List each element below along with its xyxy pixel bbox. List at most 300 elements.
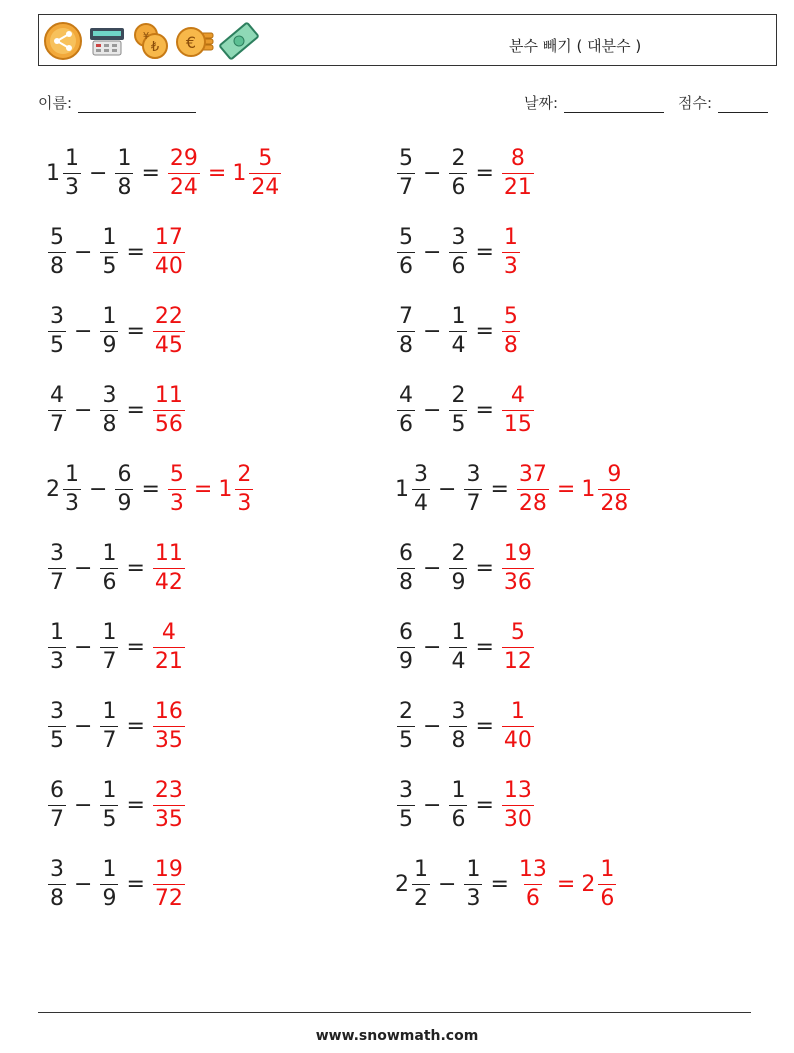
minuend-group	[395, 224, 417, 279]
minus-sign: −	[89, 476, 108, 502]
equals-sign: =	[490, 871, 509, 897]
subtrahend	[449, 698, 467, 753]
answer-fraction-numerator: 8	[510, 145, 525, 171]
minuend-group	[395, 619, 417, 674]
minus-sign: −	[74, 239, 93, 265]
subtrahend	[115, 145, 133, 200]
minuend-group	[46, 777, 68, 832]
answer	[500, 777, 536, 832]
answer-mixed-group	[581, 461, 632, 516]
answer-fraction	[153, 856, 185, 911]
answer-fraction-numerator: 11	[154, 540, 183, 566]
subtrahend	[449, 382, 467, 437]
equals-sign: =	[475, 160, 494, 186]
minus-sign: −	[74, 555, 93, 581]
subtrahend-group	[98, 224, 120, 279]
answer-mixed-whole: 1	[232, 160, 247, 186]
minus-sign: −	[438, 476, 457, 502]
answer-fraction	[153, 382, 185, 437]
equals-sign: =	[126, 318, 145, 344]
answer-fraction-numerator: 5	[503, 303, 518, 329]
problem-row	[46, 378, 187, 442]
answer-fraction-denominator: 8	[503, 332, 518, 358]
answer-fraction-denominator: 36	[503, 569, 532, 595]
subtrahend	[449, 145, 467, 200]
answer-mixed-whole: 1	[581, 476, 596, 502]
answer-mixed-denominator: 3	[237, 490, 252, 516]
minuend	[397, 698, 415, 753]
answer	[500, 619, 536, 674]
subtrahend	[449, 224, 467, 279]
subtrahend	[100, 224, 118, 279]
minuend	[397, 540, 415, 595]
subtrahend-denominator: 3	[466, 885, 481, 911]
minuend-numerator: 6	[50, 777, 64, 803]
problem-row	[395, 536, 536, 600]
subtrahend-numerator: 1	[102, 224, 117, 250]
answer-fraction-group	[166, 461, 188, 516]
answer-mixed-whole: 2	[581, 871, 596, 897]
minuend	[397, 619, 415, 674]
minus-sign: −	[89, 160, 108, 186]
problem-row	[46, 536, 187, 600]
minuend-whole: 1	[395, 476, 409, 502]
minuend-group	[395, 461, 432, 516]
answer-fraction	[168, 145, 200, 200]
answer-mixed	[249, 145, 281, 200]
answer-fraction-numerator: 22	[154, 303, 183, 329]
answer-fraction-group	[500, 145, 536, 200]
answer-fraction-numerator: 16	[154, 698, 183, 724]
subtrahend-group	[98, 777, 120, 832]
answer-fraction	[517, 461, 549, 516]
answer-fraction-group	[151, 619, 187, 674]
problem-row	[46, 694, 187, 758]
minuend-group	[395, 145, 417, 200]
footer-url: www.snowmath.com	[315, 1028, 479, 1044]
answer-fraction-denominator: 30	[503, 806, 532, 832]
subtrahend-numerator: 1	[102, 698, 117, 724]
answer-equals-sign: =	[207, 160, 227, 186]
minus-sign: −	[423, 397, 442, 423]
subtrahend	[464, 856, 482, 911]
minuend-denominator: 8	[399, 332, 413, 358]
answer-fraction-denominator: 72	[154, 885, 183, 911]
equals-sign: =	[126, 792, 145, 818]
minuend-group	[395, 856, 432, 911]
answer-fraction-numerator: 1	[503, 224, 518, 250]
answer-fraction-numerator: 19	[154, 856, 183, 882]
minuend	[48, 856, 66, 911]
minuend	[397, 777, 415, 832]
equals-sign: =	[475, 792, 494, 818]
subtrahend-group	[98, 619, 120, 674]
answer-fraction	[502, 303, 520, 358]
answer-mixed-group	[218, 461, 255, 516]
answer-fraction	[153, 540, 185, 595]
subtrahend	[464, 461, 482, 516]
answer	[500, 224, 522, 279]
answer	[166, 145, 283, 200]
subtrahend	[100, 619, 118, 674]
minuend-numerator: 5	[399, 145, 413, 171]
answer-fraction-denominator: 45	[154, 332, 183, 358]
equals-sign: =	[475, 634, 494, 660]
subtrahend-denominator: 9	[102, 885, 117, 911]
minus-sign: −	[423, 713, 442, 739]
subtrahend-numerator: 2	[451, 540, 466, 566]
problem-row	[46, 615, 187, 679]
answer-fraction-denominator: 3	[169, 490, 184, 516]
minuend-group	[46, 540, 68, 595]
subtrahend-numerator: 6	[117, 461, 132, 487]
minus-sign: −	[74, 792, 93, 818]
answer-fraction	[502, 382, 534, 437]
footer-divider	[38, 1012, 751, 1013]
score-label: 점수:	[678, 94, 713, 112]
answer-fraction-group	[151, 224, 187, 279]
minus-sign: −	[423, 318, 442, 344]
minuend	[48, 540, 66, 595]
minuend-numerator: 7	[399, 303, 413, 329]
answer-fraction	[502, 619, 534, 674]
subtrahend	[100, 856, 118, 911]
subtrahend-denominator: 9	[451, 569, 466, 595]
subtrahend-group	[98, 382, 120, 437]
minuend-group	[395, 540, 417, 595]
answer-fraction-group	[515, 461, 551, 516]
answer	[151, 303, 187, 358]
problem-row	[395, 220, 522, 284]
problem-row	[395, 773, 536, 837]
subtrahend-group	[98, 540, 120, 595]
equals-sign: =	[475, 713, 494, 739]
subtrahend-numerator: 1	[102, 619, 117, 645]
minuend-numerator: 4	[50, 382, 64, 408]
minuend-group	[395, 303, 417, 358]
minuend-group	[46, 461, 83, 516]
minuend	[412, 856, 430, 911]
minuend-denominator: 7	[50, 411, 64, 437]
answer-fraction-group	[151, 698, 187, 753]
subtrahend-group	[447, 382, 469, 437]
minus-sign: −	[74, 318, 93, 344]
answer-fraction-denominator: 21	[503, 174, 532, 200]
subtrahend-denominator: 8	[117, 174, 132, 200]
answer-fraction-group	[151, 777, 187, 832]
subtrahend-denominator: 6	[451, 253, 466, 279]
answer-equals-sign: =	[556, 871, 576, 897]
minuend-denominator: 6	[399, 253, 413, 279]
subtrahend-numerator: 1	[102, 540, 117, 566]
answer	[151, 856, 187, 911]
answer-fraction-denominator: 3	[503, 253, 518, 279]
problem-row	[395, 694, 536, 758]
subtrahend-group	[447, 698, 469, 753]
problem-row	[46, 299, 187, 363]
equals-sign: =	[475, 555, 494, 581]
minuend-denominator: 6	[399, 411, 413, 437]
answer-mixed-numerator: 2	[237, 461, 252, 487]
answer-fraction-group	[151, 303, 187, 358]
answer	[151, 224, 187, 279]
subtrahend	[115, 461, 133, 516]
minuend-denominator: 8	[50, 885, 64, 911]
answer-mixed	[598, 856, 616, 911]
minuend-numerator: 5	[399, 224, 413, 250]
svg-text:₺: ₺	[150, 40, 160, 55]
header-box	[38, 14, 777, 66]
minuend-numerator: 1	[414, 856, 428, 882]
equals-sign: =	[475, 397, 494, 423]
equals-sign: =	[126, 397, 145, 423]
minuend-denominator: 8	[50, 253, 64, 279]
header-icons	[43, 21, 259, 61]
equals-sign: =	[126, 713, 145, 739]
answer-fraction-denominator: 15	[503, 411, 532, 437]
minuend-numerator: 2	[399, 698, 413, 724]
minuend-numerator: 3	[399, 777, 413, 803]
answer-fraction-numerator: 37	[518, 461, 547, 487]
answer-fraction-group	[500, 303, 522, 358]
minuend-denominator: 4	[414, 490, 428, 516]
minuend	[397, 145, 415, 200]
answer-fraction	[153, 224, 185, 279]
date-label: 날짜:	[524, 94, 559, 112]
answer-fraction-denominator: 6	[525, 885, 540, 911]
minuend-denominator: 7	[50, 806, 64, 832]
minuend-denominator: 2	[414, 885, 428, 911]
subtrahend	[449, 303, 467, 358]
subtrahend-group	[462, 856, 484, 911]
score-blank[interactable]	[718, 96, 768, 113]
name-label: 이름:	[38, 94, 73, 112]
answer-mixed	[235, 461, 253, 516]
minuend-group	[46, 224, 68, 279]
answer-fraction-group	[515, 856, 551, 911]
minuend-numerator: 6	[399, 619, 413, 645]
answer	[151, 698, 187, 753]
answer-fraction-numerator: 5	[510, 619, 525, 645]
subtrahend-group	[98, 698, 120, 753]
minuend	[397, 382, 415, 437]
answer-fraction	[502, 540, 534, 595]
answer-fraction-group	[500, 619, 536, 674]
svg-text:¥: ¥	[142, 31, 150, 42]
subtrahend	[100, 777, 118, 832]
answer	[500, 303, 522, 358]
minus-sign: −	[423, 555, 442, 581]
banknote-icon	[219, 21, 259, 61]
equals-sign: =	[490, 476, 509, 502]
answer-mixed-group	[232, 145, 283, 200]
subtrahend-numerator: 1	[117, 145, 132, 171]
minuend	[48, 224, 66, 279]
answer	[151, 777, 187, 832]
minuend-numerator: 1	[50, 619, 64, 645]
minuend-denominator: 5	[50, 727, 64, 753]
minuend	[48, 777, 66, 832]
subtrahend	[100, 382, 118, 437]
subtrahend-numerator: 2	[451, 145, 466, 171]
subtrahend-numerator: 2	[451, 382, 466, 408]
subtrahend-group	[98, 303, 120, 358]
minuend-group	[46, 856, 68, 911]
minus-sign: −	[423, 239, 442, 265]
answer-fraction-numerator: 1	[510, 698, 525, 724]
answer-fraction-numerator: 19	[503, 540, 532, 566]
minuend	[63, 145, 81, 200]
minus-sign: −	[423, 792, 442, 818]
euro-coins-icon	[175, 21, 215, 61]
answer-fraction-numerator: 13	[503, 777, 532, 803]
answer-fraction-numerator: 11	[154, 382, 183, 408]
minuend-numerator: 3	[414, 461, 428, 487]
answer-fraction-numerator: 29	[169, 145, 198, 171]
subtrahend-denominator: 9	[117, 490, 132, 516]
answer-fraction	[502, 777, 534, 832]
minuend-whole: 1	[46, 160, 60, 186]
subtrahend-numerator: 1	[102, 303, 117, 329]
minuend-denominator: 3	[50, 648, 64, 674]
subtrahend-denominator: 8	[451, 727, 466, 753]
date-blank[interactable]	[564, 96, 664, 113]
minuend-numerator: 1	[65, 145, 79, 171]
subtrahend-denominator: 9	[102, 332, 117, 358]
answer-fraction-group	[500, 382, 536, 437]
answer-fraction-numerator: 4	[510, 382, 525, 408]
subtrahend-group	[462, 461, 484, 516]
answer-fraction-group	[151, 540, 187, 595]
subtrahend-group	[447, 303, 469, 358]
subtrahend-denominator: 5	[102, 253, 117, 279]
name-blank[interactable]	[78, 96, 196, 113]
subtrahend	[100, 698, 118, 753]
answer-fraction	[502, 224, 520, 279]
answer-mixed-numerator: 5	[258, 145, 273, 171]
answer-mixed-denominator: 6	[600, 885, 615, 911]
subtrahend-denominator: 7	[102, 727, 117, 753]
answer	[515, 856, 618, 911]
equals-sign: =	[126, 871, 145, 897]
subtrahend-group	[447, 224, 469, 279]
answer-fraction-denominator: 35	[154, 727, 183, 753]
minuend-group	[395, 382, 417, 437]
minuend-denominator: 5	[399, 806, 413, 832]
answer	[500, 540, 536, 595]
problem-row	[46, 852, 187, 916]
answer-mixed-denominator: 28	[600, 490, 629, 516]
answer-fraction-numerator: 17	[154, 224, 183, 250]
subtrahend-denominator: 7	[102, 648, 117, 674]
subtrahend-denominator: 6	[451, 806, 466, 832]
answer-fraction-group	[500, 540, 536, 595]
minuend-group	[395, 777, 417, 832]
minuend-numerator: 3	[50, 698, 64, 724]
subtrahend-group	[447, 619, 469, 674]
answer-fraction-numerator: 23	[154, 777, 183, 803]
subtrahend-group	[447, 540, 469, 595]
answer-fraction-denominator: 35	[154, 806, 183, 832]
subtrahend-group	[98, 856, 120, 911]
minuend-denominator: 7	[399, 174, 413, 200]
answer-fraction-denominator: 40	[503, 727, 532, 753]
answer-fraction	[153, 698, 185, 753]
answer-mixed-numerator: 9	[607, 461, 622, 487]
minuend-group	[46, 303, 68, 358]
answer	[500, 382, 536, 437]
minuend	[48, 698, 66, 753]
subtrahend-denominator: 6	[102, 569, 117, 595]
problem-row	[395, 615, 536, 679]
subtrahend-denominator: 4	[451, 332, 466, 358]
equals-sign: =	[475, 239, 494, 265]
minuend-denominator: 7	[50, 569, 64, 595]
problem-row	[395, 852, 618, 916]
equals-sign: =	[126, 634, 145, 660]
equals-sign: =	[141, 160, 160, 186]
minuend	[397, 303, 415, 358]
minuend-whole: 2	[46, 476, 60, 502]
answer-fraction	[153, 777, 185, 832]
minuend	[48, 382, 66, 437]
answer	[500, 145, 536, 200]
answer-fraction-denominator: 42	[154, 569, 183, 595]
name-field	[38, 92, 196, 113]
answer-fraction	[517, 856, 549, 911]
minuend-denominator: 3	[65, 174, 79, 200]
minuend-group	[46, 145, 83, 200]
minuend-numerator: 6	[399, 540, 413, 566]
equals-sign: =	[475, 318, 494, 344]
problem-row	[46, 220, 187, 284]
minuend	[412, 461, 430, 516]
answer-fraction	[502, 698, 534, 753]
minuend-numerator: 1	[65, 461, 79, 487]
subtrahend-numerator: 1	[451, 619, 466, 645]
minuend-numerator: 3	[50, 303, 64, 329]
subtrahend-group	[113, 461, 135, 516]
minus-sign: −	[74, 634, 93, 660]
answer	[151, 540, 187, 595]
subtrahend-denominator: 5	[102, 806, 117, 832]
answer-fraction-denominator: 24	[169, 174, 198, 200]
date-field	[524, 92, 664, 113]
subtrahend-numerator: 3	[102, 382, 117, 408]
answer-fraction	[153, 619, 185, 674]
problem-row	[395, 457, 632, 521]
subtrahend	[449, 777, 467, 832]
subtrahend-numerator: 1	[102, 856, 117, 882]
minuend-group	[395, 698, 417, 753]
minuend-group	[46, 619, 68, 674]
subtrahend-numerator: 1	[451, 777, 466, 803]
subtrahend	[449, 540, 467, 595]
answer-fraction-group	[500, 224, 522, 279]
answer-fraction	[502, 145, 534, 200]
share-coin-icon	[43, 21, 83, 61]
subtrahend	[100, 303, 118, 358]
answer-mixed	[598, 461, 630, 516]
answer-fraction-numerator: 5	[169, 461, 184, 487]
minuend-numerator: 4	[399, 382, 413, 408]
minuend-numerator: 3	[50, 540, 64, 566]
minuend-group	[46, 698, 68, 753]
minuend	[397, 224, 415, 279]
minuend	[63, 461, 81, 516]
minus-sign: −	[423, 160, 442, 186]
cash-register-icon	[87, 21, 127, 61]
